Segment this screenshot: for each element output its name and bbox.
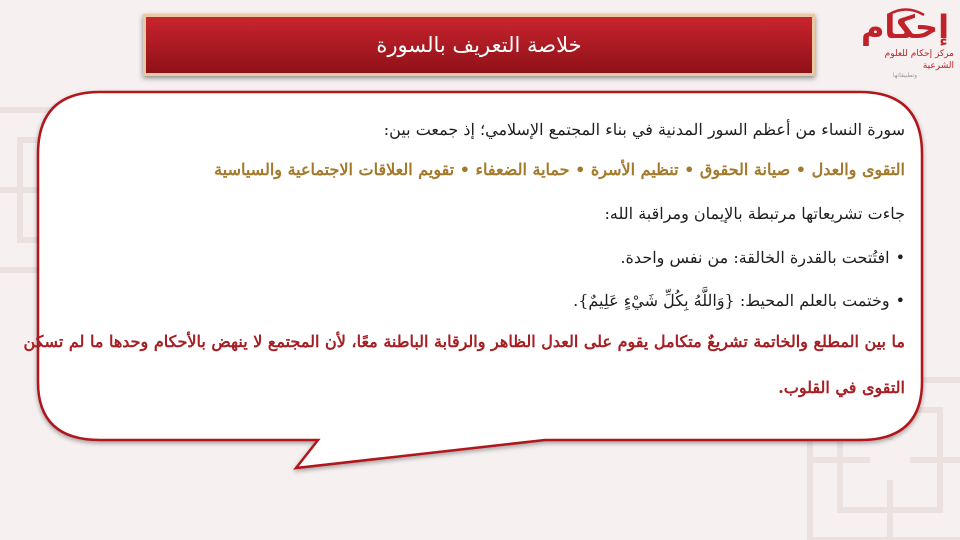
logo-word: إحكام <box>860 8 950 46</box>
logo-tagline: وتطبيقاتها <box>892 72 918 79</box>
bullet-icon: • <box>895 248 905 267</box>
callout-content <box>23 108 905 428</box>
bullet-item-closing <box>55 291 905 310</box>
intro-line: سورة النساء من أعظم السور المدنية في بناء المجتمع الإسلامي؛ إذ جمعت بين: <box>383 120 905 139</box>
bullet-text-opening: افتُتحت بالقدرة الخالقة: من نفس واحدة. <box>620 248 890 267</box>
bullet-item-opening <box>55 248 905 267</box>
slide-title: خلاصة التعريف بالسورة <box>376 33 582 57</box>
bullet-icon: • <box>895 291 905 310</box>
logo-subtitle: مركز إحكام للعلوم الشرعية <box>884 49 954 71</box>
bullet-text-closing: وختمت بالعلم المحيط: {وَاللَّهُ بِكُلِّ شَيْءٍ عَلِيمٌ}. <box>573 291 890 310</box>
conclusion-line-2: التقوى في القلوب. <box>778 378 905 397</box>
legislation-line: جاءت تشريعاتها مرتبطة بالإيمان ومراقبة الله: <box>604 204 905 223</box>
themes-line: التقوى والعدل • صيانة الحقوق • تنظيم الأسرة • حماية الضعفاء • تقويم العلاقات الاجتماعية والسياسية <box>214 160 905 179</box>
conclusion-line-1: ما بين المطلع والخاتمة تشريعٌ متكامل يقوم على العدل الظاهر والرقابة الباطنة معًا، لأن المجتمع لا ينهض بالأحكام وحدها ما لم تسكن <box>23 332 905 351</box>
